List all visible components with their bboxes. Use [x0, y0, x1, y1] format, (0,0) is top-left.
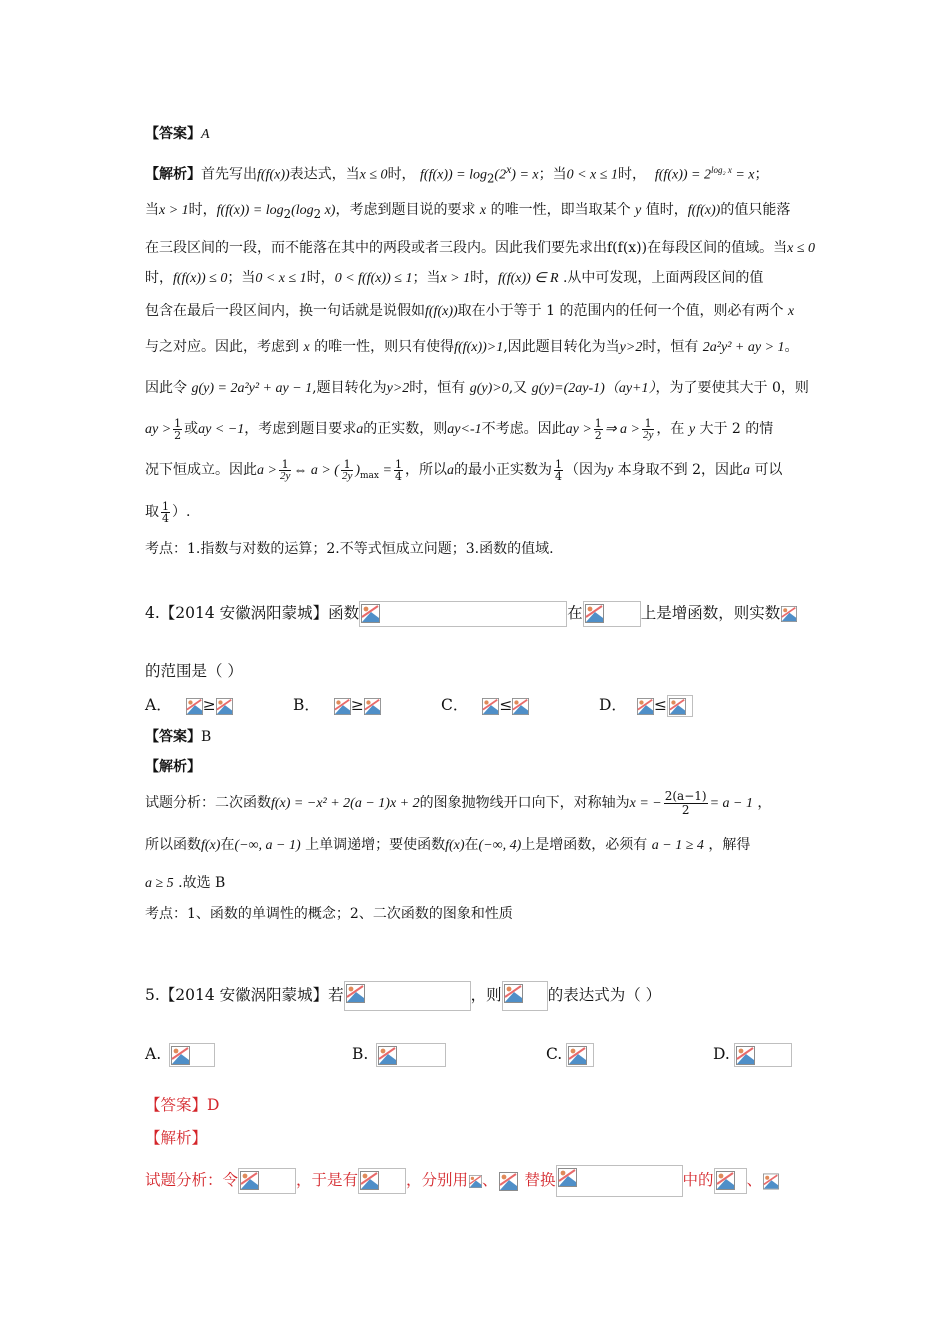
q4-analysis-line-1: [145, 786, 771, 821]
text-run: .从中可发现，上面两段区间的值: [558, 270, 764, 286]
text-run: 取: [145, 504, 159, 520]
text-run: ，解得: [708, 837, 751, 853]
text-run: 。: [784, 339, 799, 355]
formula-image: [359, 601, 567, 627]
text-run: 【答案】: [145, 126, 201, 142]
broken-image-icon: [637, 698, 654, 715]
text-run: ⇒ a >: [604, 422, 640, 437]
text-run: 2: [313, 206, 322, 221]
text-run: ；当: [538, 166, 567, 183]
text-run: f(f(x)): [425, 304, 458, 319]
broken-image-icon: [361, 604, 380, 623]
broken-image-icon: [504, 984, 523, 1003]
text-run: 上单调递增；要使函数: [305, 837, 446, 853]
text-run: = a − 1: [709, 796, 753, 811]
text-run: ，: [752, 795, 772, 811]
text-run: 、: [746, 1171, 763, 1189]
text-run: ；当: [412, 270, 441, 286]
text-run: ，于是有: [296, 1171, 359, 1189]
text-run: ,题目转化为: [312, 380, 387, 396]
text-run: 值时，: [645, 202, 688, 218]
text-run: ，则: [470, 986, 502, 1004]
q3-answer: [145, 124, 210, 145]
text-run: (−∞, 4): [478, 838, 522, 853]
text-run: x): [321, 203, 336, 218]
text-run: 当: [145, 202, 159, 218]
text-run: g(y) = 2a²y² + ay − 1: [191, 381, 313, 396]
text-run: D.: [713, 1045, 730, 1063]
q5-stem: [145, 980, 661, 1011]
q4-kaodian: 考点：1、函数的单调性的概念；2、二次函数的图象和性质: [145, 906, 513, 922]
broken-image-icon: [512, 698, 529, 715]
text-run: C.: [546, 1045, 563, 1063]
q5-option-c[interactable]: [546, 1040, 713, 1068]
text-run: 或: [184, 421, 199, 437]
formula-image: [556, 1165, 683, 1197]
q4-option-b[interactable]: [293, 693, 441, 717]
text-run: 【解析】: [145, 759, 201, 775]
text-run: (−∞, a − 1): [234, 838, 301, 853]
text-run: 2y: [642, 428, 654, 441]
text-run: 的最小正实数为: [453, 462, 552, 478]
formula-image: [169, 1043, 215, 1067]
q5-answer: [145, 1095, 219, 1115]
text-run: 与之对应。因此，考虑到: [145, 339, 299, 355]
text-run: f(f(x)): [257, 167, 290, 183]
text-run: 不考虑。因此: [481, 421, 566, 437]
formula-image: [468, 1168, 482, 1194]
broken-image-icon: [240, 1171, 259, 1190]
text-run: 况下恒成立。因此: [145, 462, 257, 478]
formula-image: [780, 601, 796, 627]
q4-analysis-line-3: [145, 873, 225, 894]
text-run: 4: [162, 511, 169, 525]
broken-image-icon: [763, 1173, 779, 1190]
q4-options: [145, 693, 693, 717]
text-run: .故选 B: [178, 875, 226, 891]
text-run: 时，: [387, 166, 416, 183]
text-run: 时，恒有: [409, 380, 466, 396]
text-run: 【答案】: [145, 729, 201, 745]
text-run: x ≤ 0: [359, 167, 388, 183]
q3-analysis-line-3: [145, 238, 815, 259]
text-run: 【解析】: [145, 166, 201, 183]
text-run: 1: [642, 418, 654, 430]
formula-image: [344, 981, 471, 1011]
text-run: 时，: [188, 202, 217, 218]
text-run: 的表达式为（ ）: [547, 986, 662, 1004]
q3-analysis-line-9: [145, 455, 782, 491]
text-run: （因为: [564, 462, 607, 478]
text-run: = x: [731, 167, 755, 183]
text-run: x > 1: [159, 203, 189, 218]
text-run: 2: [594, 428, 602, 442]
broken-image-icon: [171, 1046, 190, 1065]
text-run: log₂ x: [710, 165, 732, 175]
text-run: 时，: [617, 166, 646, 183]
text-run: B.: [352, 1045, 369, 1063]
text-run: 在: [464, 837, 479, 853]
broken-image-icon: [378, 1046, 397, 1065]
text-run: 上是增函数，则实数: [640, 604, 781, 622]
text-run: 在: [567, 604, 583, 622]
q3-analysis-line-8: [145, 414, 773, 445]
text-run: 2y: [279, 469, 291, 482]
formula-image: [566, 1043, 594, 1067]
broken-image-icon: [360, 1171, 379, 1190]
q5-option-b[interactable]: [352, 1040, 546, 1068]
text-run: y>2: [386, 381, 410, 396]
text-run: ⇔ a > (: [293, 463, 339, 478]
formula-image: [667, 695, 693, 717]
text-run: ,因此题目转化为当: [503, 339, 620, 355]
text-run: f(x): [445, 838, 465, 853]
text-run: g(y)=(2ay-1)（ay+1）: [531, 381, 656, 396]
text-run: ,又: [508, 380, 528, 396]
text-run: 1: [341, 459, 353, 471]
text-run: x: [787, 304, 795, 319]
formula-image: [583, 601, 641, 627]
text-run: 本身取不到 2，因此: [617, 462, 743, 478]
text-run: max: [360, 470, 379, 481]
q4-analysis-line-2: [145, 835, 750, 856]
text-run: ): [355, 463, 361, 478]
text-run: 2y: [341, 469, 353, 482]
text-run: 在: [220, 837, 235, 853]
text-run: A．: [145, 696, 172, 714]
broken-image-icon: [716, 1171, 735, 1190]
text-run: 1: [394, 457, 402, 471]
text-run: 0 < f(f(x)) ≤ 1: [334, 271, 413, 286]
text-run: 2: [283, 206, 292, 221]
formula-image: [714, 1168, 747, 1194]
text-run: D．: [599, 696, 627, 714]
broken-image-icon: [736, 1046, 755, 1065]
formula-image: [498, 1168, 520, 1194]
text-run: g(y)>0: [469, 381, 509, 396]
text-run: 取在小于等于 1 的范围内的任何一个值，则必有两个: [457, 303, 784, 319]
text-run: x: [479, 203, 487, 218]
text-run: D: [207, 1096, 220, 1114]
text-run: ay<-1: [447, 422, 482, 437]
text-run: 包含在最后一段区间内，换一句话就是说假如: [145, 303, 425, 319]
text-run: 2: [487, 171, 495, 186]
text-run: a − 1 ≥ 4: [651, 838, 704, 853]
text-run: a: [356, 422, 364, 437]
q5-analysis-line-1: [145, 1164, 780, 1197]
text-run: 时，: [306, 270, 335, 286]
text-run: 上是增函数，必须有: [521, 837, 648, 853]
formula-image: [762, 1168, 780, 1194]
text-run: f(f(x)): [687, 203, 721, 218]
text-run: 可以: [754, 462, 783, 478]
text-run: y: [635, 203, 642, 218]
text-run: (log: [291, 203, 314, 218]
text-run: ，考虑到题目说的要求: [335, 202, 476, 218]
text-run: ，所以: [404, 462, 447, 478]
q5-option-a[interactable]: [145, 1040, 352, 1068]
text-run: y: [688, 422, 696, 437]
text-run: 2: [174, 428, 182, 442]
text-run: 2: [681, 802, 690, 817]
text-run: 在三段区间的一段，而不能落在其中的两段或者三段内。因此我们要先求出f(f(x))在每段区间的值域。当: [145, 240, 788, 256]
q4-analysis-label: [145, 757, 201, 777]
text-run: 时，恒有: [642, 339, 699, 355]
text-run: ，分别用: [406, 1171, 469, 1189]
text-run: 0 < x ≤ 1: [566, 167, 618, 183]
q3-analysis-line-1: [145, 160, 769, 188]
text-run: 时，: [470, 270, 499, 286]
text-run: ≤: [653, 696, 667, 714]
q5-option-d[interactable]: [713, 1040, 792, 1068]
text-run: f(f(x))>1: [454, 340, 504, 355]
broken-image-icon: [482, 698, 499, 715]
text-run: 1: [554, 457, 562, 471]
broken-image-icon: [568, 1046, 587, 1065]
text-run: f(f(x)) = 2: [654, 167, 711, 183]
q3-kaodian: 考点：1.指数与对数的运算；2.不等式恒成立问题；3.函数的值域.: [145, 541, 554, 557]
text-run: A: [201, 127, 210, 142]
broken-image-icon: [499, 1172, 518, 1191]
text-run: 5.【2014 安徽涡阳蒙城】若: [145, 986, 344, 1004]
text-run: C．: [441, 696, 469, 714]
q4-option-a[interactable]: [145, 693, 293, 717]
text-run: 4: [394, 469, 402, 483]
text-run: y>2: [619, 340, 643, 355]
q3-analysis-line-10: [145, 497, 190, 527]
text-run: B．: [293, 696, 320, 714]
text-run: 2a²y² + ay > 1: [702, 340, 785, 355]
text-run: ；: [754, 166, 769, 183]
text-run: ；当: [227, 270, 256, 286]
text-run: 的唯一性，则只有使得: [314, 339, 455, 355]
text-run: =: [379, 463, 392, 478]
text-run: 的唯一性，即当取某个: [490, 202, 631, 218]
text-run: 【解析】: [145, 1129, 208, 1147]
text-run: y: [606, 463, 614, 478]
q5-analysis-label: [145, 1128, 207, 1148]
text-run: 【答案】: [145, 1096, 208, 1114]
text-run: 时，: [145, 270, 173, 286]
text-run: a: [446, 463, 454, 478]
q3-analysis-line-6: [145, 337, 799, 358]
text-run: 0 < x ≤ 1: [255, 271, 307, 286]
text-run: 2(a−1): [664, 788, 707, 803]
q5-options: [145, 1040, 792, 1068]
text-run: f(f(x)) ∈ R: [498, 271, 559, 286]
text-run: 、: [482, 1171, 498, 1189]
formula-image: [502, 981, 548, 1011]
text-run: (2: [494, 167, 507, 183]
text-run: ay >: [565, 422, 592, 437]
text-run: ，为了要使其大于 0，则: [655, 380, 809, 396]
broken-image-icon: [216, 698, 233, 715]
text-run: ，考虑到题目要求: [244, 421, 357, 437]
text-run: 的正实数，则: [363, 421, 448, 437]
text-run: 的值只能落: [720, 202, 791, 218]
text-run: ≤: [499, 696, 513, 714]
text-run: 1: [594, 416, 602, 430]
text-run: 的图象抛物线开口向下，对称轴为: [419, 795, 630, 811]
broken-image-icon: [469, 1173, 482, 1190]
text-run: 中的: [682, 1171, 714, 1189]
text-run: x = −: [629, 796, 662, 811]
broken-image-icon: [585, 604, 604, 623]
q4-answer: [145, 727, 211, 747]
text-run: 1: [162, 499, 169, 513]
text-run: 4.【2014 安徽涡阳蒙城】函数: [145, 604, 360, 622]
text-run: 试题分析：令: [145, 1171, 239, 1189]
text-run: 试题分析：二次函数: [145, 795, 271, 811]
q4-stem-end: 的范围是（ ）: [145, 662, 243, 680]
formula-image: [358, 1168, 406, 1194]
text-run: ay < −1: [198, 422, 245, 437]
text-run: a: [742, 463, 750, 478]
formula-image: [734, 1043, 792, 1067]
text-run: x: [303, 340, 310, 355]
text-run: 首先写出: [201, 166, 257, 183]
text-run: A.: [145, 1045, 162, 1063]
text-run: ≥: [350, 696, 364, 714]
text-run: f(f(x)) ≤ 0: [173, 271, 228, 286]
text-run: 表达式，当: [289, 166, 360, 183]
broken-image-icon: [346, 984, 365, 1003]
text-run: f(f(x)) = log: [420, 167, 487, 183]
text-run: x ≤ 0: [787, 241, 816, 256]
q3-analysis-line-2: [145, 200, 790, 224]
text-run: 1: [174, 416, 182, 430]
text-run: ) = x: [511, 167, 539, 183]
broken-image-icon: [669, 698, 686, 715]
q3-analysis-line-7: [145, 378, 809, 399]
text-run: 因此令: [145, 380, 187, 396]
text-run: a >: [257, 463, 277, 478]
text-run: x: [506, 163, 512, 176]
broken-image-icon: [364, 698, 381, 715]
formula-image: [376, 1043, 446, 1067]
broken-image-icon: [558, 1168, 577, 1187]
q3-analysis-line-5: [145, 301, 794, 322]
text-run: 替换: [524, 1171, 556, 1189]
text-run: f(x) = −x² + 2(a − 1)x + 2: [271, 796, 420, 811]
q4-option-c[interactable]: [441, 693, 599, 717]
text-run: B: [201, 729, 212, 745]
text-run: f(f(x)) = log: [216, 203, 284, 218]
broken-image-icon: [781, 606, 797, 622]
text-run: 所以函数: [145, 837, 201, 853]
text-run: ≥: [202, 696, 216, 714]
text-run: ，在: [656, 421, 685, 437]
formula-image: [238, 1168, 296, 1194]
broken-image-icon: [186, 698, 203, 715]
q4-option-d[interactable]: [599, 693, 693, 717]
text-run: ）.: [172, 504, 191, 520]
text-run: 1: [279, 459, 291, 471]
text-run: ay >: [145, 422, 172, 437]
q4-stem: [145, 600, 796, 627]
text-run: f(x): [201, 838, 221, 853]
text-run: a ≥ 5: [145, 876, 174, 891]
broken-image-icon: [334, 698, 351, 715]
text-run: 4: [554, 469, 562, 483]
text-run: x > 1: [440, 271, 471, 286]
text-run: 大于 2 的情: [699, 421, 774, 437]
q3-analysis-line-4: [145, 268, 763, 289]
